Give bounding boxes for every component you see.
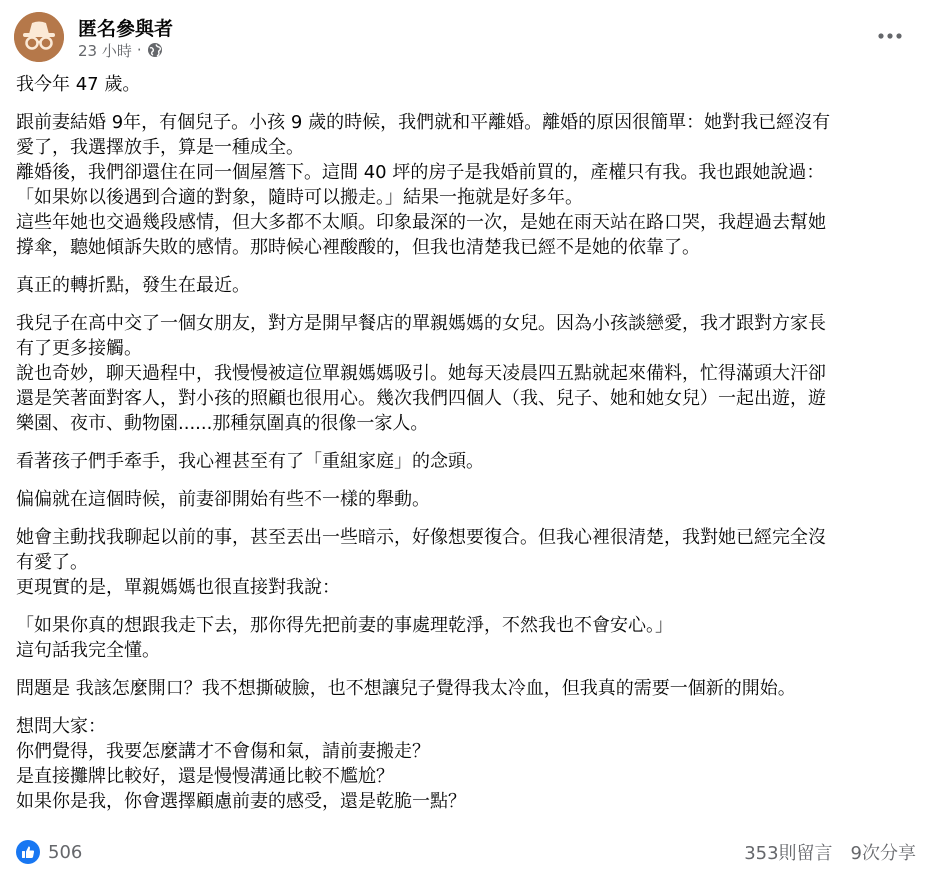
post-paragraph (16, 110, 916, 260)
reaction-summary[interactable] (16, 840, 82, 864)
post-text-line: 是直接攤牌比較好，還是慢慢溝通比較不尷尬？ (16, 766, 394, 787)
post-text-line: 我今年 47 歲。 (16, 74, 141, 95)
reaction-count: 506 (48, 841, 83, 863)
post-text-line: 有了更多接觸。 (16, 338, 142, 359)
more-options-button[interactable] (874, 20, 906, 52)
post-text-line: 「如果妳以後遇到合適的對象，隨時可以搬走。」結果一拖就是好多年。 (16, 187, 583, 208)
more-options-icon (878, 33, 902, 39)
post-text-line: 撐傘，聽她傾訴失敗的感情。那時候心裡酸酸的，但我也清楚我已經不是她的依靠了。 (16, 237, 700, 258)
post-text-line: 「如果你真的想跟我走下去，那你得先把前妻的事處理乾淨，不然我也不會安心。」 (16, 615, 673, 636)
post-text-line: 問題是 我該怎麼開口？我不想撕破臉，也不想讓兒子覺得我太冷血，但我真的需要一個新的開始。 (16, 678, 796, 699)
post-meta (78, 40, 163, 60)
post-time[interactable]: 23 小時 (78, 41, 132, 60)
post-paragraph (16, 72, 916, 97)
post-footer (16, 838, 916, 866)
post-paragraph (16, 449, 916, 474)
incognito-icon (14, 12, 64, 62)
post-text-line: 說也奇妙，聊天過程中，我慢慢被這位單親媽媽吸引。她每天凌晨四五點就起來備料，忙得滿頭大汗卻 (16, 363, 826, 384)
post-text-line: 有愛了。 (16, 552, 88, 573)
post-text-line: 她會主動找我聊起以前的事，甚至丟出一些暗示，好像想要復合。但我心裡很清楚，我對她已經完全沒 (16, 527, 826, 548)
post-text-line: 這句話我完全懂。 (16, 640, 160, 661)
post-paragraph (16, 714, 916, 814)
post-text-line: 更現實的是，單親媽媽也很直接對我說： (16, 577, 340, 598)
post-text-line: 還是笑著面對客人，對小孩的照顧也很用心。幾次我們四個人（我、兒子、她和她女兒）一起出遊，遊 (16, 388, 826, 409)
post-paragraph (16, 676, 916, 701)
post-text-line: 看著孩子們手牽手，我心裡甚至有了「重組家庭」的念頭。 (16, 451, 484, 472)
post-text-line: 偏偏就在這個時候，前妻卻開始有些不一樣的舉動。 (16, 489, 430, 510)
meta-separator: · (136, 41, 142, 59)
post-paragraph (16, 525, 916, 600)
post-text-line: 離婚後，我們卻還住在同一個屋簷下。這間 40 坪的房子是我婚前買的，產權只有我。我也跟她說過： (16, 162, 825, 183)
comment-count[interactable]: 353則留言 (744, 843, 833, 864)
post-text-line: 我兒子在高中交了一個女朋友，對方是開早餐店的單親媽媽的女兒。因為小孩談戀愛，我才跟對方家長 (16, 313, 826, 334)
post-text-line: 這些年她也交過幾段感情，但大多都不太順。印象最深的一次，是她在雨天站在路口哭，我趕過去幫她 (16, 212, 826, 233)
post-header (14, 12, 914, 62)
post-text-line: 跟前妻結婚 9年，有個兒子。小孩 9 歲的時候，我們就和平離婚。離婚的原因很簡單：她對我已經沒有 (16, 112, 831, 133)
like-icon (16, 840, 40, 864)
post-paragraph (16, 273, 916, 298)
post-text-line: 樂園、夜市、動物園......那種氛圍真的很像一家人。 (16, 413, 429, 434)
globe-icon[interactable] (147, 42, 163, 58)
post-paragraph (16, 487, 916, 512)
post-text-line: 想問大家： (16, 716, 106, 737)
post-text-line: 如果你是我，你會選擇顧慮前妻的感受，還是乾脆一點？ (16, 791, 466, 812)
anonymous-avatar[interactable] (14, 12, 64, 62)
share-count[interactable]: 9次分享 (850, 843, 916, 864)
post-paragraph (16, 311, 916, 436)
post-text-line: 真正的轉折點，發生在最近。 (16, 275, 250, 296)
post-paragraph (16, 613, 916, 663)
engagement-counts (744, 839, 916, 865)
author-name[interactable]: 匿名參與者 (78, 18, 174, 40)
post-body (16, 72, 916, 827)
post-text-line: 你們覺得，我要怎麼講才不會傷和氣，請前妻搬走？ (16, 741, 430, 762)
post-text-line: 愛了，我選擇放手，算是一種成全。 (16, 137, 304, 158)
